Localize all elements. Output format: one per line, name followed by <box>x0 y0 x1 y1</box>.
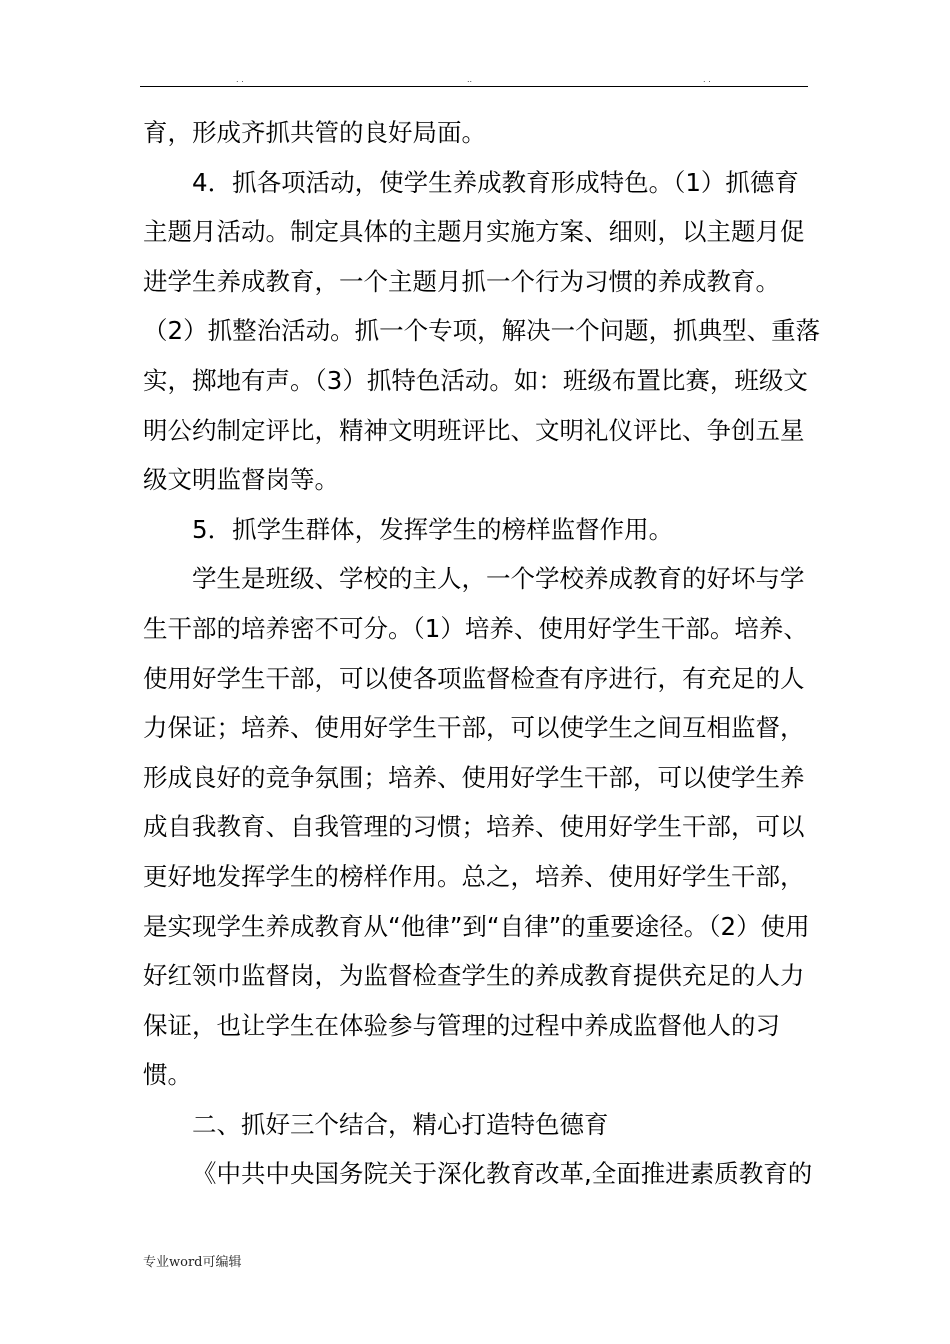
body-line: 是实现学生养成教育从“他律”到“自律”的重要途径。（2）使用 <box>143 911 810 941</box>
body-line: 生干部的培养密不可分。（1）培养、使用好学生干部。培养、 <box>143 613 808 643</box>
body-line: 级文明监督岗等。 <box>143 465 339 495</box>
header-mark-right: . . <box>703 75 711 84</box>
body-line: 保证，也让学生在体验参与管理的过程中养成监督他人的习 <box>143 1010 780 1040</box>
footer-note: 专业word可编辑 <box>143 1255 242 1270</box>
document-body <box>143 108 821 1199</box>
header-rule <box>140 86 808 87</box>
body-line: 明公约制定评比，精神文明班评比、文明礼仪评比、争创五星 <box>143 415 805 445</box>
body-line: 使用好学生干部，可以使各项监督检查有序进行，有充足的人 <box>143 663 805 693</box>
body-line: 进学生养成教育，一个主题月抓一个行为习惯的养成教育。 <box>143 266 780 296</box>
header-mark-center: .. <box>467 75 473 84</box>
body-line: 主题月活动。制定具体的主题月实施方案、细则，以主题月促 <box>143 217 805 247</box>
body-line: 育，形成齐抓共管的良好局面。 <box>143 118 486 147</box>
header-mark-left: . . <box>236 75 244 84</box>
body-line: 学生是班级、学校的主人，一个学校养成教育的好坏与学 <box>192 564 805 594</box>
body-line: 4．抓各项活动，使学生养成教育形成特色。（1）抓德育 <box>192 167 799 197</box>
body-line: 实，掷地有声。（3）抓特色活动。如：班级布置比赛，班级文 <box>143 365 808 395</box>
body-line: 好红领巾监督岗，为监督检查学生的养成教育提供充足的人力 <box>143 961 805 991</box>
body-line: 形成良好的竞争氛围；培养、使用好学生干部，可以使学生养 <box>143 762 805 792</box>
body-line: 成自我教育、自我管理的习惯；培养、使用好学生干部，可以 <box>143 812 805 842</box>
body-line: 《中共中央国务院关于深化教育改革,全面推进素质教育的 <box>192 1159 813 1189</box>
body-line: 惯。 <box>143 1060 192 1090</box>
section-heading: 二、抓好三个结合，精心打造特色德育 <box>192 1109 609 1139</box>
body-line: 更好地发挥学生的榜样作用。总之，培养、使用好学生干部， <box>143 861 805 891</box>
body-line: 力保证；培养、使用好学生干部，可以使学生之间互相监督， <box>143 713 805 743</box>
body-line: 5．抓学生群体，发挥学生的榜样监督作用。 <box>192 514 674 544</box>
body-line: （2）抓整治活动。抓一个专项，解决一个问题，抓典型、重落 <box>143 316 821 346</box>
